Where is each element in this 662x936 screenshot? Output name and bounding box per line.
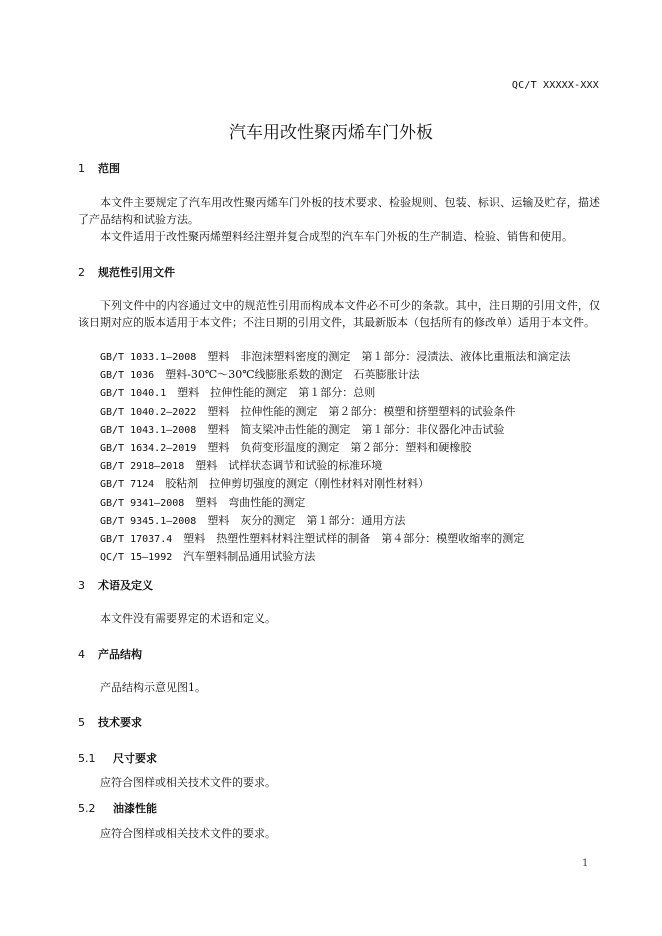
reference-code: GB/T 1040.2—2022 <box>100 406 197 418</box>
reference-title: 塑料 拉伸性能的测定 第２部分：模塑和挤塑塑料的试验条件 <box>207 404 516 418</box>
section-number: 5 <box>78 716 85 729</box>
subsection-title: 尺寸要求 <box>113 752 157 765</box>
reference-item <box>100 548 570 566</box>
reference-code: GB/T 9345.1—2008 <box>100 515 197 527</box>
reference-item <box>100 366 570 384</box>
reference-item <box>100 457 570 475</box>
reference-code: GB/T 17037.4 <box>100 534 173 546</box>
section-number: 1 <box>78 162 85 175</box>
reference-code: GB/T 9341—2008 <box>100 497 185 509</box>
reference-code: GB/T 1040.1 <box>100 388 167 400</box>
standard-code: QC/T XXXXX-XXX <box>511 80 599 91</box>
section-5-heading <box>78 714 142 730</box>
subsection-5-1-heading <box>78 750 157 766</box>
document-title: 汽车用改性聚丙烯车门外板 <box>229 123 433 143</box>
section-title: 规范性引用文件 <box>98 266 175 279</box>
section-3-heading <box>78 577 153 593</box>
reference-item <box>100 421 570 439</box>
reference-item <box>100 475 570 493</box>
reference-code: GB/T 1033.1—2008 <box>100 352 197 363</box>
reference-item <box>100 384 570 402</box>
section-4-heading <box>78 646 142 662</box>
section-title: 技术要求 <box>98 716 142 729</box>
reference-title: 塑料 灰分的测定 第１部分：通用方法 <box>207 513 406 527</box>
section-number: 4 <box>78 648 85 661</box>
reference-code: QC/T 15—1992 <box>100 552 173 564</box>
reference-title: 塑料-30℃～30℃线膨胀系数的测定 石英膨胀计法 <box>165 368 420 382</box>
reference-item <box>100 530 570 548</box>
reference-title: 塑料 试样状态调节和试验的标准环境 <box>195 459 383 473</box>
reference-code: GB/T 1036 <box>100 370 155 382</box>
normative-references-list <box>100 348 570 566</box>
reference-code: GB/T 2918—2018 <box>100 461 185 473</box>
reference-code: GB/T 7124 <box>100 479 155 491</box>
reference-title: 塑料 负荷变形温度的测定 第２部分：塑料和硬橡胶 <box>207 441 472 455</box>
section-title: 术语及定义 <box>98 579 153 592</box>
reference-title: 塑料 热塑性塑料材料注塑试样的制备 第４部分：模塑收缩率的测定 <box>183 532 525 546</box>
subsection-5-2-paragraph: 应符合图样或相关技术文件的要求。 <box>100 827 276 840</box>
section-2-heading <box>78 264 175 280</box>
subsection-5-1-paragraph: 应符合图样或相关技术文件的要求。 <box>100 776 276 789</box>
reference-item <box>100 439 570 457</box>
section-2-intro-paragraph: 下列文件中的内容通过文中的规范性引用而构成本文件必不可少的条款。其中，注日期的引用文件，仅该日期对应的版本适用于本文件；不注日期的引用文件，其最新版本（包括所有的修改单）适用于本文件。 <box>78 299 600 329</box>
section-3-paragraph: 本文件没有需要界定的术语和定义。 <box>100 612 276 625</box>
section-number: 2 <box>78 266 85 279</box>
reference-item <box>100 512 570 530</box>
reference-code: GB/T 1043.1—2008 <box>100 424 197 436</box>
reference-item <box>100 494 570 512</box>
reference-title: 塑料 简支梁冲击性能的测定 第１部分：非仪器化冲击试验 <box>207 422 505 436</box>
section-1-paragraph-2: 本文件适用于改性聚丙烯塑料经注塑并复合成型的汽车车门外板的生产制造、检验、销售和使用。 <box>100 230 573 243</box>
section-4-paragraph: 产品结构示意见图1。 <box>100 681 206 694</box>
subsection-number: 5.1 <box>78 752 96 765</box>
section-title: 范围 <box>98 162 120 175</box>
section-1-heading <box>78 160 120 176</box>
reference-title: 汽车塑料制品通用试验方法 <box>183 550 316 564</box>
page-number: 1 <box>582 858 589 869</box>
reference-item <box>100 403 570 421</box>
subsection-5-2-heading <box>78 800 157 816</box>
reference-item <box>100 348 570 366</box>
section-1-paragraph-1: 本文件主要规定了汽车用改性聚丙烯车门外板的技术要求、检验规则、包装、标识、运输及贮存，描述了产品结构和试验方法。 <box>78 196 600 226</box>
subsection-title: 油漆性能 <box>113 802 157 815</box>
reference-title: 塑料 拉伸性能的测定 第１部分：总则 <box>177 386 376 400</box>
subsection-number: 5.2 <box>78 802 96 815</box>
reference-title: 胶粘剂 拉伸剪切强度的测定（刚性材料对刚性材料） <box>165 477 430 491</box>
reference-title: 塑料 弯曲性能的测定 <box>195 495 306 509</box>
section-title: 产品结构 <box>98 648 142 661</box>
section-number: 3 <box>78 579 85 592</box>
reference-code: GB/T 1634.2—2019 <box>100 443 197 455</box>
reference-title: 塑料 非泡沫塑料密度的测定 第１部分：浸渍法、液体比重瓶法和滴定法 <box>207 350 571 363</box>
